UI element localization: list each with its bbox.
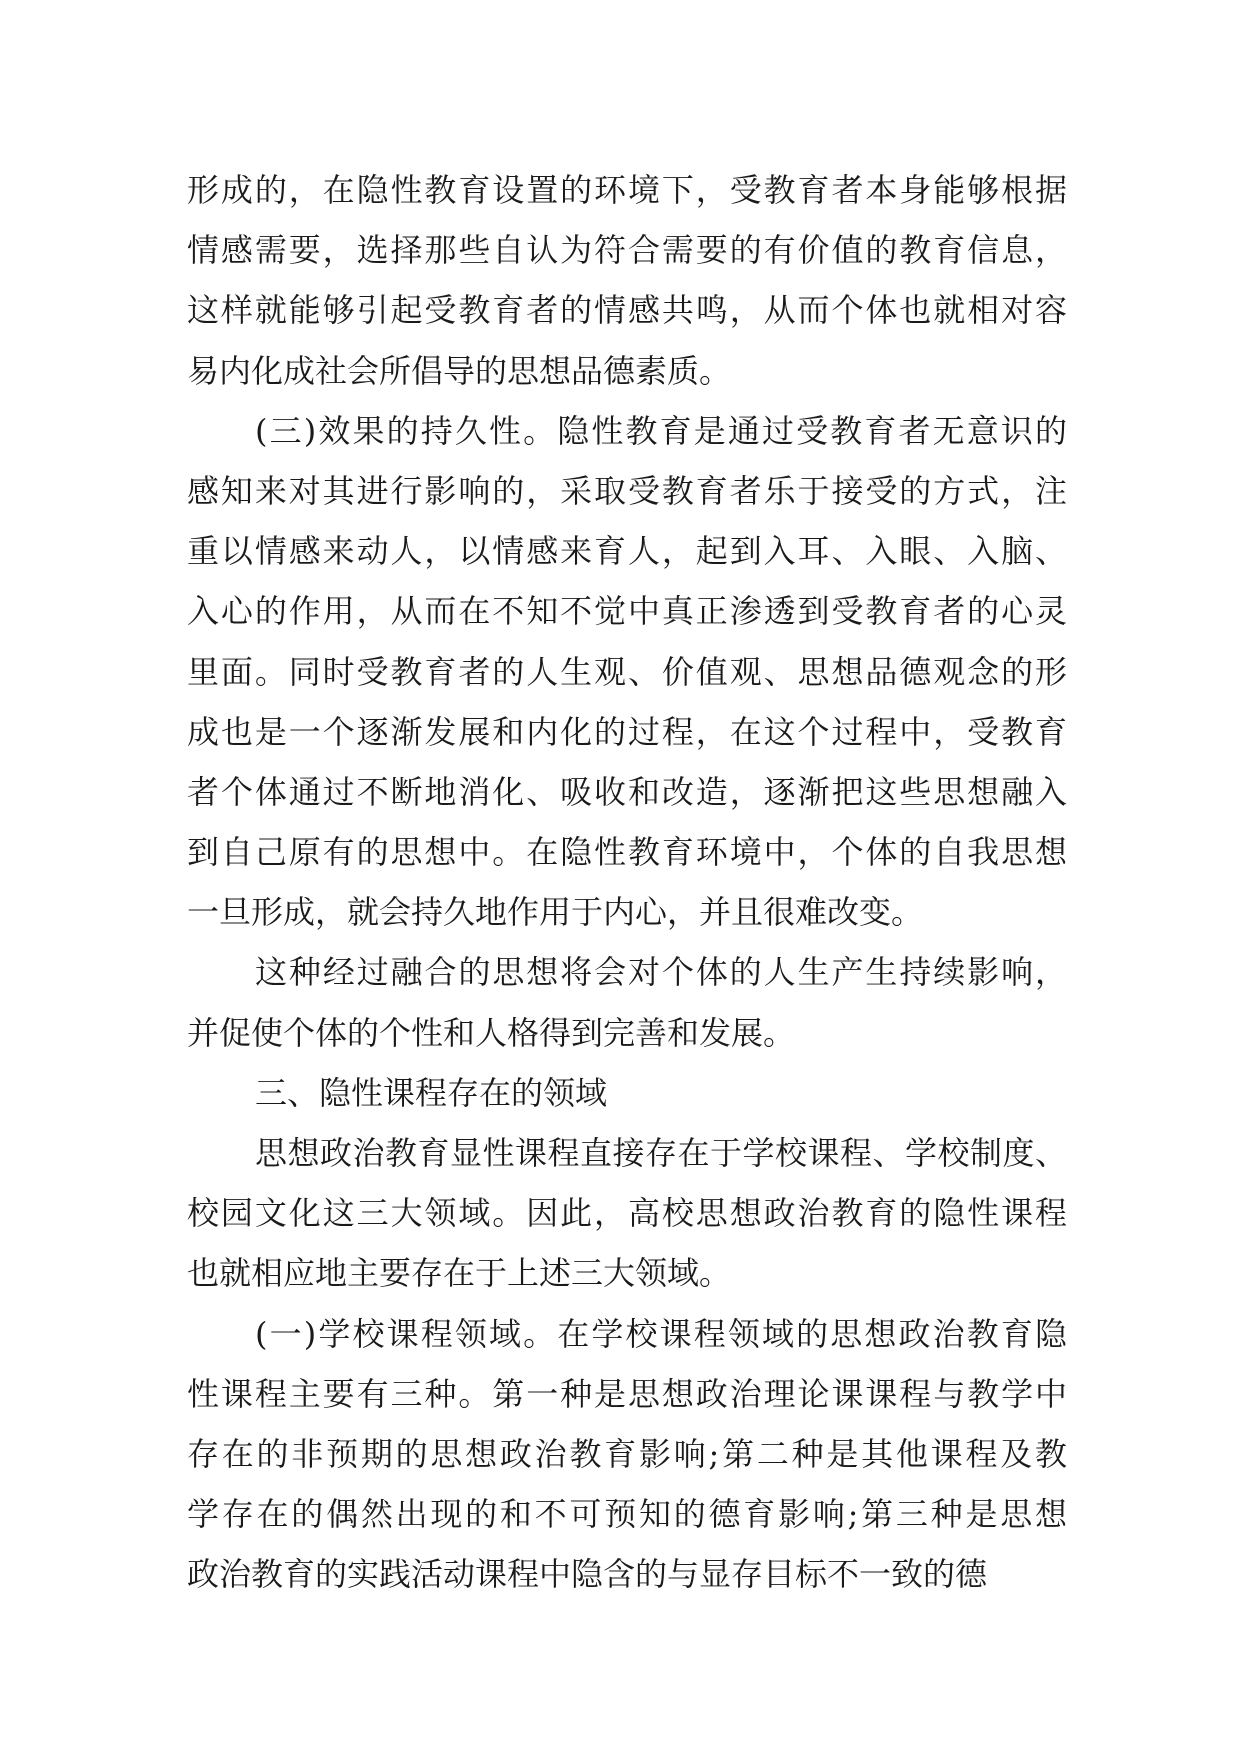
paragraph-line: 三、隐性课程存在的领域 bbox=[255, 1073, 608, 1112]
document-body bbox=[187, 160, 1067, 1605]
paragraph bbox=[187, 401, 1067, 943]
paragraph-line: 学存在的偶然出现的和不可预知的德育影响;第三种是思想 bbox=[187, 1495, 1067, 1534]
paragraph-line: 也就相应地主要存在于上述三大领域。 bbox=[187, 1254, 732, 1293]
paragraph bbox=[187, 160, 1067, 401]
paragraph-line: 易内化成社会所倡导的思想品德素质。 bbox=[187, 351, 732, 390]
paragraph-line: 成也是一个逐渐发展和内化的过程，在这个过程中，受教育 bbox=[187, 712, 1067, 751]
paragraph-line: 形成的，在隐性教育设置的环境下，受教育者本身能够根据 bbox=[187, 171, 1067, 209]
paragraph bbox=[187, 1123, 1067, 1304]
paragraph-line: 这种经过融合的思想将会对个体的人生产生持续影响， bbox=[255, 953, 1067, 992]
paragraph-line: 校园文化这三大领域。因此，高校思想政治教育的隐性课程 bbox=[187, 1194, 1067, 1233]
paragraph bbox=[187, 1304, 1067, 1605]
paragraph bbox=[187, 1063, 1067, 1123]
paragraph-line: 并促使个体的个性和人格得到完善和发展。 bbox=[187, 1013, 796, 1052]
paragraph-line: 重以情感来动人，以情感来育人，起到入耳、入眼、入脑、 bbox=[187, 532, 1067, 571]
paragraph-line: (一)学校课程领域。在学校课程领域的思想政治教育隐 bbox=[255, 1314, 1067, 1353]
paragraph-line: 存在的非预期的思想政治教育影响;第二种是其他课程及教 bbox=[187, 1434, 1067, 1473]
paragraph-line: (三)效果的持久性。隐性教育是通过受教育者无意识的 bbox=[255, 411, 1067, 450]
paragraph-line: 政治教育的实践活动课程中隐含的与显存目标不一致的德 bbox=[187, 1555, 988, 1594]
paragraph-line: 思想政治教育显性课程直接存在于学校课程、学校制度、 bbox=[255, 1134, 1067, 1172]
paragraph-line: 情感需要，选择那些自认为符合需要的有价值的教育信息， bbox=[187, 231, 1067, 270]
paragraph-line: 里面。同时受教育者的人生观、价值观、思想品德观念的形 bbox=[187, 652, 1067, 691]
paragraph-line: 这样就能够引起受教育者的情感共鸣，从而个体也就相对容 bbox=[187, 291, 1067, 330]
paragraph bbox=[187, 942, 1067, 1062]
paragraph-line: 入心的作用，从而在不知不觉中真正渗透到受教育者的心灵 bbox=[187, 592, 1067, 631]
paragraph-line: 到自己原有的思想中。在隐性教育环境中，个体的自我思想 bbox=[187, 833, 1067, 872]
paragraph-line: 一旦形成，就会持久地作用于内心，并且很难改变。 bbox=[187, 893, 924, 932]
paragraph-line: 者个体通过不断地消化、吸收和改造，逐渐把这些思想融入 bbox=[187, 772, 1067, 811]
paragraph-line: 性课程主要有三种。第一种是思想政治理论课课程与教学中 bbox=[187, 1374, 1067, 1413]
paragraph-line: 感知来对其进行影响的，采取受教育者乐于接受的方式，注 bbox=[187, 471, 1067, 510]
